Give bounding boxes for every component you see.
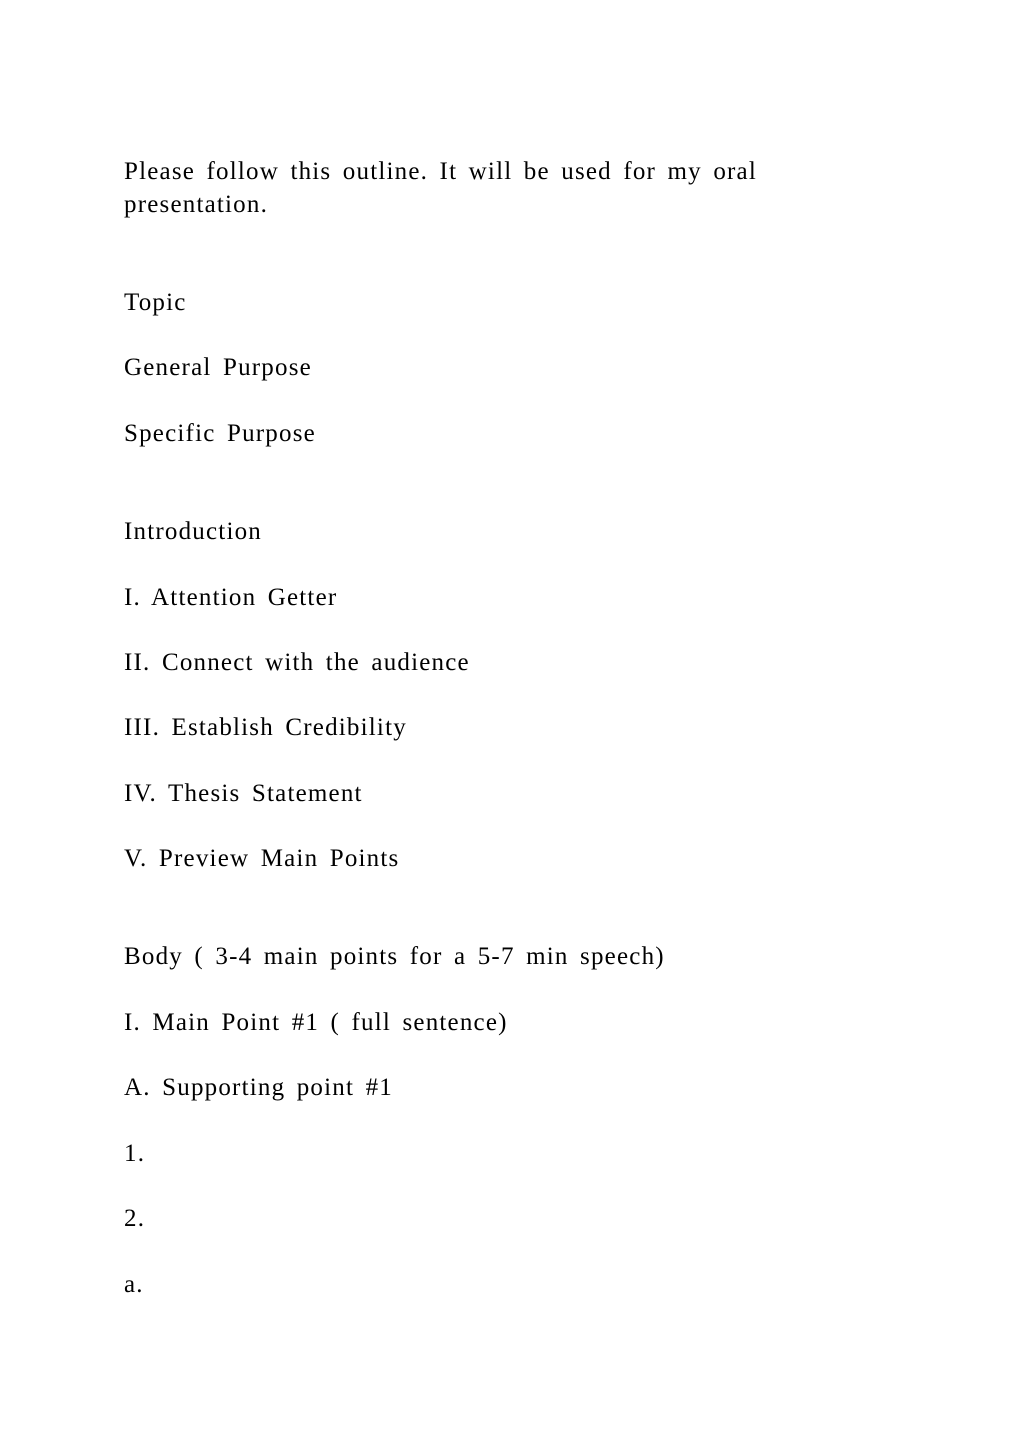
intro-item-thesis: IV. Thesis Statement: [124, 780, 363, 807]
intro-item-connect-audience: II. Connect with the audience: [124, 649, 470, 676]
intro-line-1: Please follow this outline. It will be used for my oral: [124, 158, 757, 185]
general-purpose-label: General Purpose: [124, 354, 312, 381]
body-heading: Body ( 3-4 main points for a 5-7 min speech): [124, 943, 665, 970]
introduction-heading: Introduction: [124, 518, 262, 545]
sub-item-1: 1.: [124, 1140, 146, 1167]
supporting-point-1: A. Supporting point #1: [124, 1074, 393, 1101]
intro-line-2: presentation.: [124, 191, 269, 218]
topic-label: Topic: [124, 289, 187, 316]
specific-purpose-label: Specific Purpose: [124, 420, 316, 447]
intro-item-attention-getter: I. Attention Getter: [124, 584, 338, 611]
intro-item-credibility: III. Establish Credibility: [124, 714, 407, 741]
intro-paragraph: [124, 155, 784, 221]
intro-item-preview: V. Preview Main Points: [124, 845, 400, 872]
main-point-1: I. Main Point #1 ( full sentence): [124, 1009, 508, 1036]
sub-item-a: a.: [124, 1271, 144, 1298]
sub-item-2: 2.: [124, 1205, 146, 1232]
